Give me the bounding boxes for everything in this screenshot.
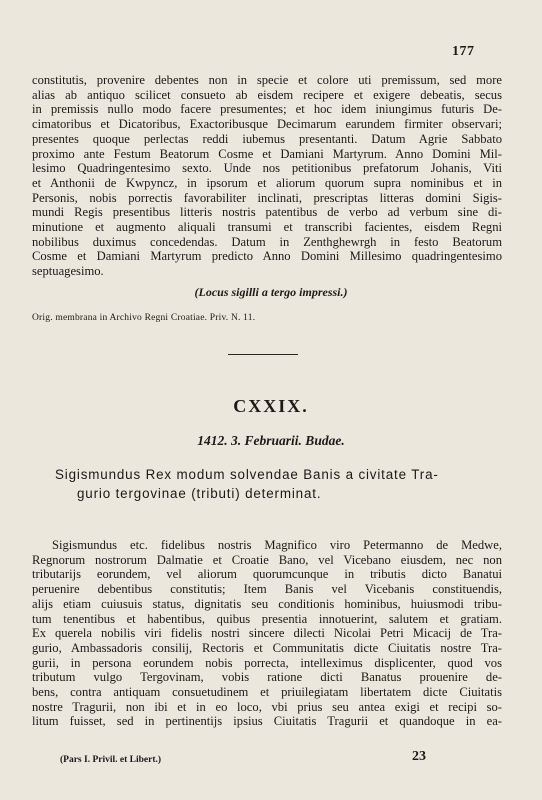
- text-line: nostre Tragurii, non ibi et in eo loco, vbi prius seu antea exigi et recipi so-: [32, 699, 502, 714]
- text-line: minutione et augmento aliquali transumi et transcribi facientes, eisdem Regni: [32, 220, 502, 235]
- text-line: Ex querela nobilis viri fidelis nostri sincere dilecti Nicolai Petri Micacij de Tra-: [32, 626, 502, 641]
- footer-sheet-number: 23: [412, 749, 426, 764]
- locus-sigilli-note: (Locus sigilli a tergo impressi.): [194, 285, 348, 299]
- text-line: lesimo Quadringentesimo sexto. Unde nos petitionibus prefatorum Johanis, Viti: [32, 161, 502, 176]
- document-heading: [55, 466, 475, 503]
- text-line: Regnorum nostrorum Dalmatie et Croatie Bano, vel Vicebano eiusdem, nec non: [32, 552, 502, 567]
- text-line: septuagesimo.: [32, 264, 104, 279]
- document-number: CXXIX.: [233, 396, 309, 416]
- text-line: litum fuisset, sed in pertinentijs ipsius Ciuitatis Tragurii et quandoque in ea-: [32, 714, 502, 729]
- text-line: mundi Regis presentibus litteris nostris patentibus de verbo ad verbum sine di-: [32, 205, 502, 220]
- section-divider: [228, 354, 298, 355]
- text-line: tributum vulgo Tergovinam, vobis ratione dicti Banatus prouenire de-: [32, 670, 502, 685]
- text-line: et Anthonii de Kwpyncz, in ipsorum et aliorum quorum supra nominibus et in: [32, 175, 502, 190]
- text-line: tum tenentibus et habentibus, quibus presentia innotuerint, salutem et gratiam.: [32, 611, 502, 626]
- text-line: cimatoribus et Dicatoribus, Exactoribusque Decimarum earundem firmiter observari;: [32, 117, 502, 132]
- text-line: nobilibus duximus concedendas. Datum in Zenthghewrgh in festo Beatorum: [32, 234, 502, 249]
- text-line: presentes quoque perlectas reddi iubemus presentanti. Datum Agrie Sabbato: [32, 131, 502, 146]
- text-line: gurio, Ambassadoris consilij, Rectoris et Communitatis dicte Ciuitatis nostre Tra-: [32, 640, 502, 655]
- source-note: Orig. membrana in Archivo Regni Croatiae. Priv. N. 11.: [32, 313, 256, 323]
- text-line: Personis, nobis porrectis favorabiliter inclinati, prescriptas litteras domini Sigis-: [32, 190, 502, 205]
- text-line: gurii, in persona eorundem nobis porrecta, intelleximus displicenter, quod vos: [32, 655, 502, 670]
- text-line: proximo ante Festum Beatorum Cosme et Damiani Martyrum. Anno Domini Mil-: [32, 146, 502, 161]
- text-line: alijs etiam cuiusuis status, dignitatis seu conditionis hominibus, huiusmodi tribu-: [32, 596, 502, 611]
- text-line: peruenire debentibus constitutis; Item Banis vel Vicebanis constituendis,: [32, 582, 502, 597]
- text-line: in premissis nullo modo facere presumentes; et hoc idem iniungimus futuris De-: [32, 102, 502, 117]
- footer-signature: (Pars I. Privil. et Libert.): [60, 755, 162, 765]
- text-line: bens, contra antiquam consuetudinem et priuilegiatam libertatem dicte Ciuitatis: [32, 685, 502, 700]
- text-line: alias ab antiquo scilicet consueto ab eisdem recipere et exigere debeatis, secus: [32, 87, 502, 102]
- heading-line-2: gurio tergovinae (tributi) determinat.: [77, 485, 322, 501]
- text-line: Cosme et Damiani Martyrum predicto Anno Domini Millesimo quadringentesimo: [32, 249, 502, 264]
- top-paragraph: [32, 73, 502, 279]
- text-line: constitutis, provenire debentes non in specie et colore uti premissum, sed more: [32, 73, 502, 87]
- body-paragraph: [32, 538, 502, 729]
- text-line: Sigismundus etc. fidelibus nostris Magnifico viro Petermanno de Medwe,: [52, 538, 502, 552]
- page-number: 177: [452, 44, 475, 59]
- document-date: 1412. 3. Februarii. Budae.: [197, 433, 345, 448]
- text-line: tributarijs eorundem, vel aliorum quorumcunque in tributis dicto Banatui: [32, 567, 502, 582]
- heading-line-1: Sigismundus Rex modum solvendae Banis a civitate Tra-: [55, 467, 439, 482]
